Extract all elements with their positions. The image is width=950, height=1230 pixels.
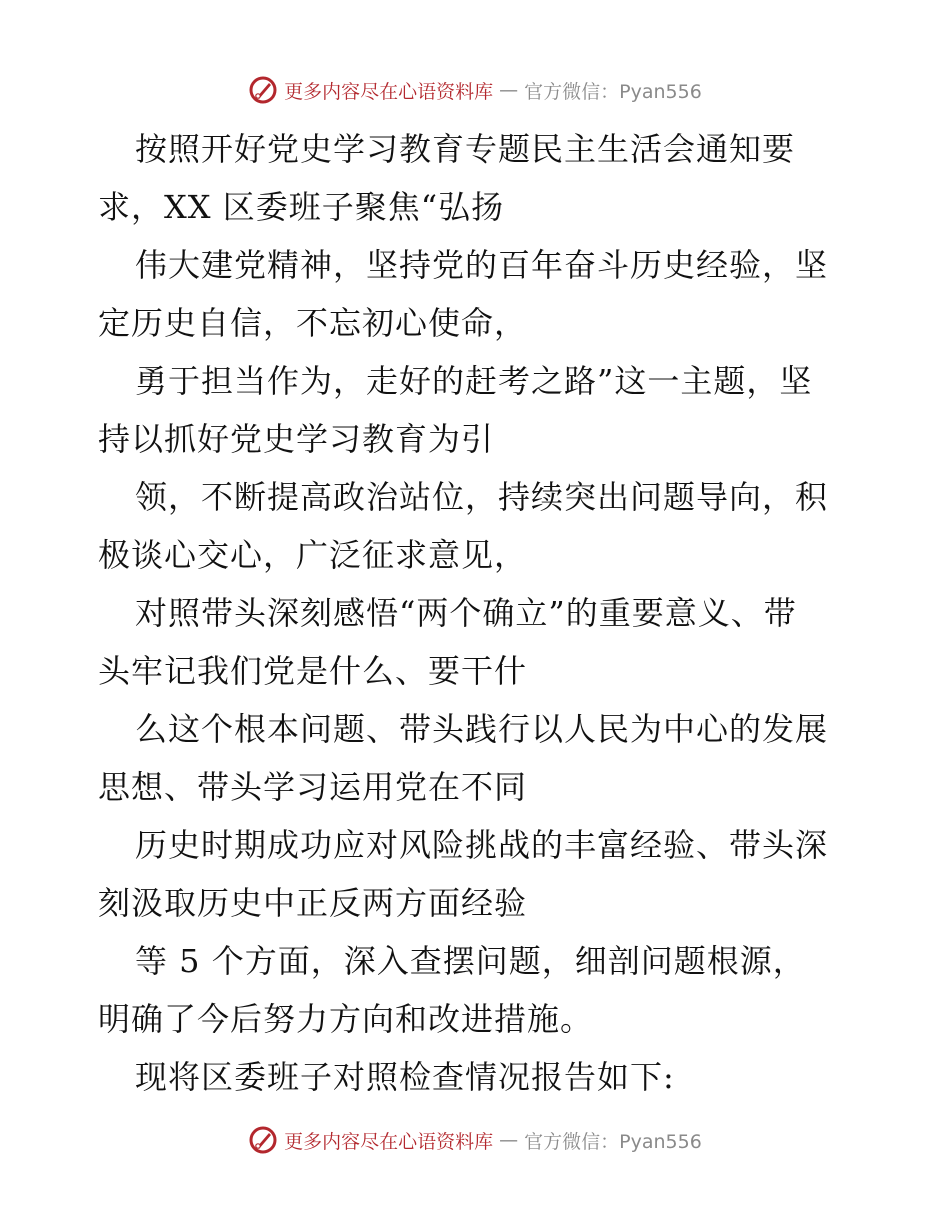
paragraph-line: 对照带头深刻感悟“两个确立”的重要意义、带 (135, 594, 797, 632)
paragraph-line: 明确了今后努力方向和改进措施。 (98, 1000, 594, 1038)
paragraph-line: 刻汲取历史中正反两方面经验 (98, 884, 528, 922)
banner-main-text: 更多内容尽在心语资料库 (284, 1130, 494, 1153)
paragraph-line: 定历史自信，不忘初心使命， (98, 304, 528, 342)
banner-wechat-text: 官方微信：Pyan556 (524, 1130, 702, 1153)
header-banner (0, 72, 950, 108)
paragraph-line: 求，XX 区委班子聚焦“弘扬 (98, 188, 505, 226)
footer-banner (0, 1122, 950, 1158)
banner-main-text: 更多内容尽在心语资料库 (284, 80, 494, 103)
paragraph-line: 伟大建党精神，坚持党的百年奋斗历史经验，坚 (135, 246, 829, 284)
document-body (98, 120, 858, 1106)
banner-separator: — (499, 79, 519, 101)
paragraph-line: 等 5 个方面，深入查摆问题，细剖问题根源， (135, 942, 806, 980)
paragraph-line: 按照开好党史学习教育专题民主生活会通知要 (135, 130, 796, 168)
paragraph-line: 勇于担当作为，走好的赶考之路”这一主题，坚 (135, 362, 813, 400)
paragraph-line: 么这个根本问题、带头践行以人民为中心的发展 (135, 710, 829, 748)
quill-logo-icon (248, 75, 278, 105)
paragraph-line: 头牢记我们党是什么、要干什 (98, 652, 528, 690)
paragraph-line: 现将区委班子对照检查情况报告如下: (135, 1058, 675, 1096)
paragraph-line: 极谈心交心，广泛征求意见， (98, 536, 528, 574)
paragraph-line: 持以抓好党史学习教育为引 (98, 420, 495, 458)
paragraph-line: 领，不断提高政治站位，持续突出问题导向，积 (135, 478, 829, 516)
banner-separator: — (499, 1129, 519, 1151)
banner-wechat-text: 官方微信：Pyan556 (524, 80, 702, 103)
paragraph-line: 历史时期成功应对风险挑战的丰富经验、带头深 (135, 826, 829, 864)
paragraph-line: 思想、带头学习运用党在不同 (98, 768, 528, 806)
quill-logo-icon (248, 1125, 278, 1155)
